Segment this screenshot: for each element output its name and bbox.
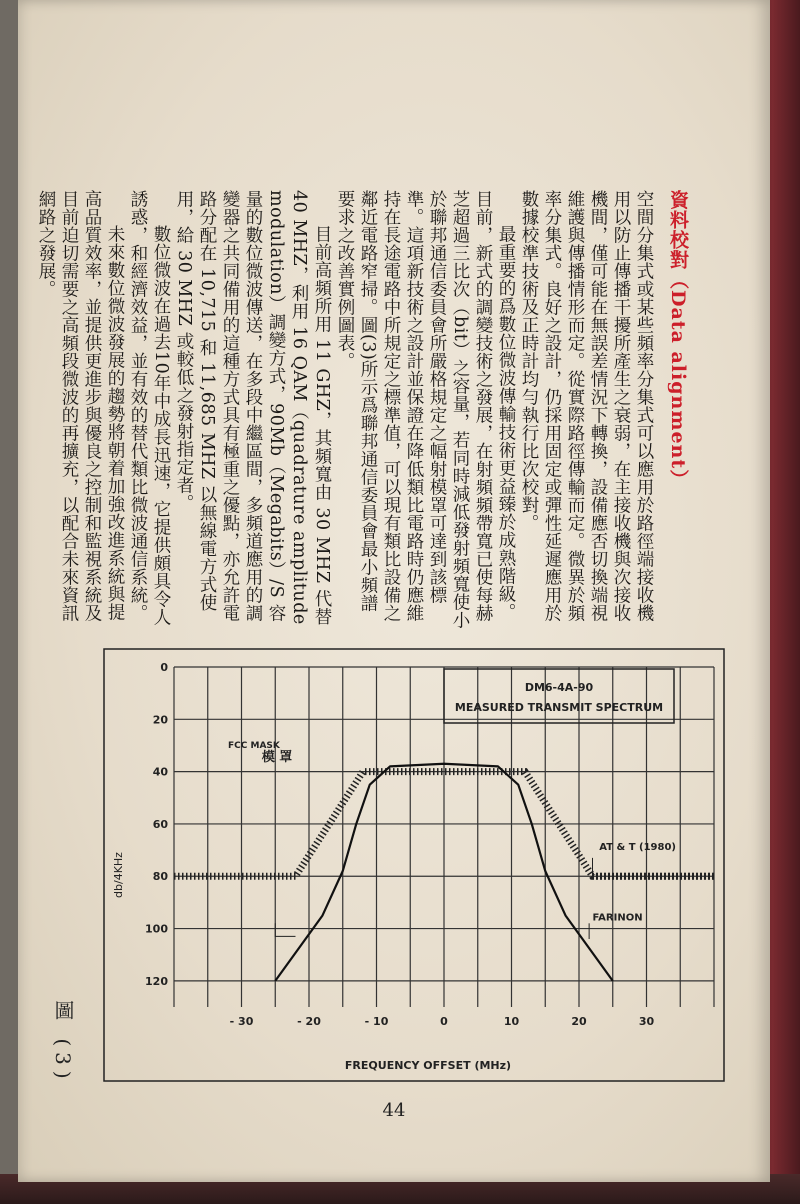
y-tick-label: 80	[152, 870, 168, 884]
y-tick-label: 100	[145, 922, 168, 936]
spectrum-chart-svg	[88, 645, 728, 1085]
book-page	[18, 0, 770, 1182]
att-label: AT & T (1980)	[599, 842, 676, 854]
y-tick-label: 20	[152, 713, 168, 727]
page-number: 44	[382, 1100, 406, 1121]
paragraph-2: 最重要的爲數位微波傳輸技術更益臻於成熟階級。目前，新式的調變技術之發展，在射頻頻帶寬已使每赫芝超過三比次（bit）之容量，若同時減低發射頻寬使小於聯邦通信委員會所嚴格規定之幅射模罩可達到該標準。這項新技術之設計並保證在降低類比電路時仍應維持在長途電路中所規定之標準值，可以現有類比設備之鄰近電路窄掃。圖(3)所示爲聯邦通信委員會最小頻譜要求之改善實例圖表。	[335, 190, 516, 630]
paragraph-1: 空間分集式或某些頻率分集式可以應用於路徑端接收機用以防止傳播干擾所產生之衰弱，在主接收機與次接收機間，僅可能在無誤差情況下轉換，設備應否切換端視維護與傳播情形而定。從實際路徑傳輸而定。微異於頻率分集式。良好之設計，仍採用固定或彈性延遲應用於數據校準技術及正時計均勻執行比次校對。	[519, 190, 654, 622]
farinon-label: FARINON	[592, 912, 643, 924]
x-tick-label: - 30	[229, 1015, 254, 1028]
fcc-mask-label: FCC MASK	[228, 741, 280, 752]
fcc-mask-cn-label: 模 罩	[261, 750, 293, 766]
x-axis-label: FREQUENCY OFFSET (MHz)	[344, 1059, 512, 1072]
chart-title-line1: DM6-4A-90	[524, 681, 594, 694]
x-tick-label: 20	[571, 1015, 587, 1028]
paragraph-4: 數位微波在過去10年中成長迅速，它提供頗具令人誘惑，和經濟效益，並有效的替代類比微波通信系統。	[128, 190, 171, 627]
paragraph-5: 未來數位微波發展的趨勢將朝着加強改進系統與提高品質效率，並提供更進步與優良之控制和監視系統及目前迫切需要之高頻段微波的再擴充，以配合未來資訊網路之發展。	[36, 190, 125, 622]
y-tick-label: 0	[160, 661, 168, 674]
x-tick-label: 0	[440, 1015, 448, 1028]
paragraph-3: 目前高頻所用 11 GHZ，其頻寬由 30 MHZ 代替 40 MHZ，利用 16 QAM（quadrature amplitude modulation）調變方式，90Mb（Megabits）/S 容量的數位微波傳送，在多段中繼區間，多頻道應用的調變器之共同備用的這種方式具有極重之優點，亦允許電路分配在 10,715 和 11,685 MHZ 以無線電方式使用，給 30 MHZ 或較低之發射指定者。	[174, 190, 332, 626]
spectrum-chart	[88, 645, 728, 1085]
y-tick-label: 40	[152, 765, 168, 779]
x-tick-label: - 10	[364, 1015, 389, 1028]
section-title: 資料校對（Data alignment）	[667, 190, 689, 490]
y-tick-label: 60	[152, 817, 168, 831]
vertical-text-block	[36, 190, 692, 630]
mask-corner-mark	[275, 923, 295, 936]
figure-label: 圖 (3)	[51, 1000, 75, 1085]
x-tick-label: 30	[638, 1015, 655, 1028]
chart-title-line2: MEASURED TRANSMIT SPECTRUM	[454, 701, 664, 714]
chart-title-box	[444, 669, 674, 723]
y-tick-label: 120	[145, 974, 168, 988]
y-axis-label: db/4KHz	[112, 852, 125, 898]
x-tick-label: - 20	[297, 1015, 321, 1028]
x-tick-label: 10	[503, 1015, 520, 1028]
